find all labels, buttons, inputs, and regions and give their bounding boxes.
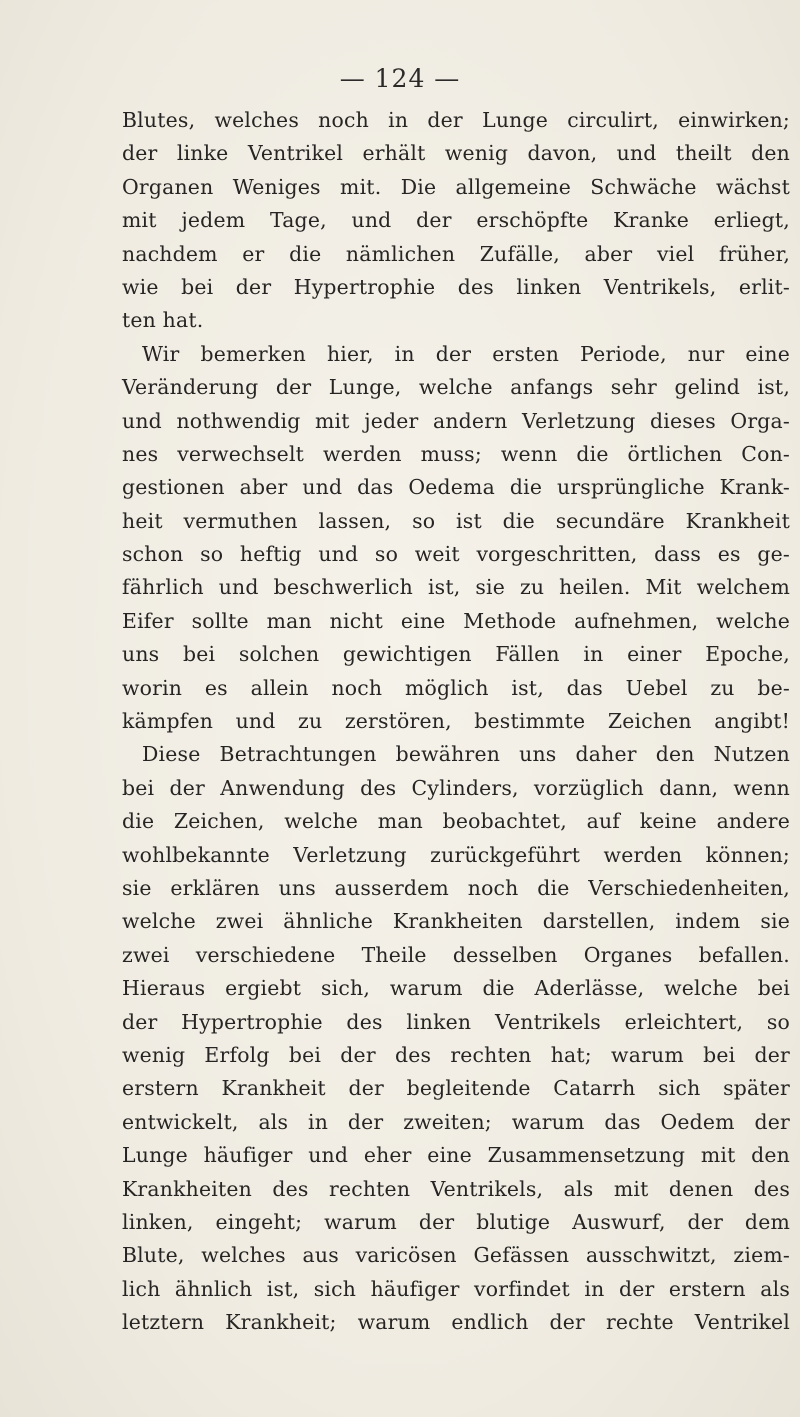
text-line: schon so heftig und so weit vorgeschritten, dass es ge- [122, 542, 790, 567]
text-line: der Hypertrophie des linken Ventrikels erleichtert, so [122, 1009, 790, 1034]
text-line: letztern Krankheit; warum endlich der rechte Ventrikel [122, 1310, 790, 1335]
text-line: der linke Ventrikel erhält wenig davon, und theilt den [122, 141, 790, 166]
text-line: zwei verschiedene Theile desselben Organes befallen. [122, 942, 790, 967]
text-line: kämpfen und zu zerstören, bestimmte Zeichen angibt! [122, 709, 790, 734]
text-line: Blute, welches aus varicösen Gefässen ausschwitzt, ziem- [122, 1243, 790, 1268]
text-line: bei der Anwendung des Cylinders, vorzüglich dann, wenn [122, 775, 790, 800]
text-line: fährlich und beschwerlich ist, sie zu heilen. Mit welchem [122, 575, 790, 600]
text-line: Diese Betrachtungen bewähren uns daher den Nutzen [142, 742, 790, 767]
text-line: Blutes, welches noch in der Lunge circulirt, einwirken; [122, 108, 790, 132]
text-line: entwickelt, als in der zweiten; warum das Oedem der [122, 1109, 790, 1134]
text-line: gestionen aber und das Oedema die ursprüngliche Krank- [122, 475, 790, 500]
body-text [122, 104, 790, 1339]
page-number: — 124 — [339, 64, 461, 93]
text-line: wohlbekannte Verletzung zurückgeführt werden können; [122, 842, 790, 867]
text-line: lich ähnlich ist, sich häufiger vorfindet in der erstern als [122, 1276, 790, 1301]
text-line: sie erklären uns ausserdem noch die Verschiedenheiten, [122, 875, 790, 900]
text-line: wie bei der Hypertrophie des linken Ventrikels, erlit- [122, 274, 790, 299]
text-line: linken, eingeht; warum der blutige Auswurf, der dem [122, 1209, 790, 1234]
text-line: nes verwechselt werden muss; wenn die örtlichen Con- [122, 441, 790, 466]
text-line: Hieraus ergiebt sich, warum die Aderlässe, welche bei [122, 976, 790, 1001]
text-line: Lunge häufiger und eher eine Zusammensetzung mit den [122, 1143, 790, 1168]
text-line: mit jedem Tage, und der erschöpfte Kranke erliegt, [122, 208, 790, 233]
text-line: wenig Erfolg bei der des rechten hat; warum bei der [122, 1042, 790, 1067]
text-line: und nothwendig mit jeder andern Verletzung dieses Orga- [122, 408, 790, 433]
text-line: Eifer sollte man nicht eine Methode aufnehmen, welche [122, 608, 790, 633]
text-line: heit vermuthen lassen, so ist die secundäre Krankheit [122, 508, 790, 533]
text-line: erstern Krankheit der begleitende Catarrh sich später [122, 1076, 790, 1101]
text-line: uns bei solchen gewichtigen Fällen in einer Epoche, [122, 642, 790, 667]
text-line: Wir bemerken hier, in der ersten Periode, nur eine [142, 341, 790, 366]
text-line: Veränderung der Lunge, welche anfangs sehr gelind ist, [122, 375, 790, 400]
text-line: nachdem er die nämlichen Zufälle, aber viel früher, [122, 241, 790, 266]
text-line: welche zwei ähnliche Krankheiten darstellen, indem sie [122, 909, 790, 934]
text-line: die Zeichen, welche man beobachtet, auf keine andere [122, 809, 790, 834]
text-line: Organen Weniges mit. Die allgemeine Schwäche wächst [122, 174, 790, 199]
text-line: ten hat. [122, 308, 204, 333]
text-line: Krankheiten des rechten Ventrikels, als mit denen des [122, 1176, 790, 1201]
text-line: worin es allein noch möglich ist, das Uebel zu be- [122, 675, 790, 700]
